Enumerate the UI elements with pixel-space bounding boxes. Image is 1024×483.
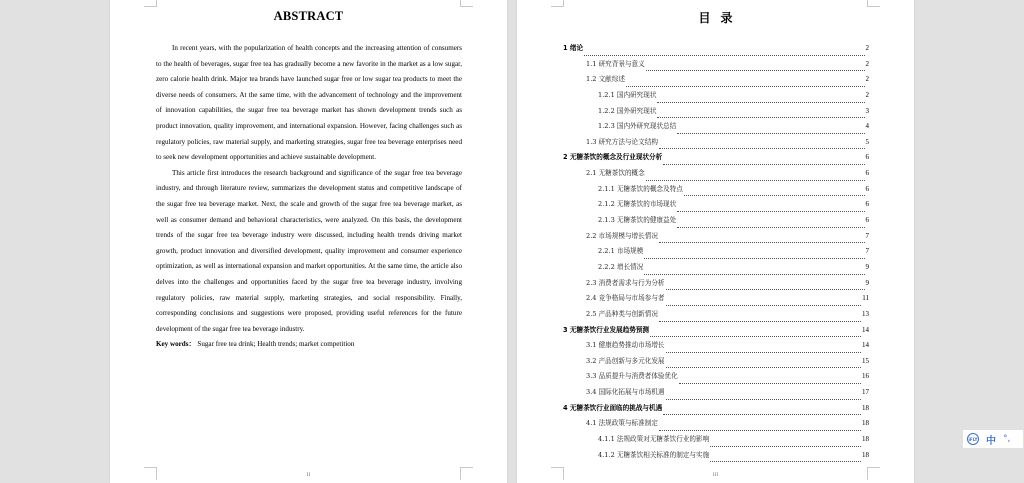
toc-leader-dots [677, 227, 864, 228]
toc-entry[interactable] [563, 433, 869, 449]
toc-entry-page: 2 [865, 44, 869, 52]
toc-entry[interactable] [563, 355, 869, 371]
toc-entry[interactable] [563, 339, 869, 355]
toc-leader-dots [657, 102, 864, 103]
toc-entry-page: 6 [865, 216, 869, 225]
toc-leader-dots [657, 117, 864, 118]
toc-entry[interactable] [563, 120, 869, 136]
toc-entry-label: 2.1.1 无糖茶饮的概念及特点 [598, 184, 683, 193]
toc-entry-page: 3 [865, 106, 869, 115]
toc-leader-dots [646, 180, 865, 181]
toc-entry-page: 14 [862, 325, 869, 334]
toc-leader-dots [644, 274, 864, 275]
toc-leader-dots [659, 242, 865, 243]
toc-entry-label: 2.1.3 无糖茶饮的健康益处 [598, 216, 677, 225]
toc-entry-label: 4.1.1 法规政策对无糖茶饮行业的影响 [598, 435, 710, 444]
corner-mark-top-left [144, 0, 157, 7]
toc-entry-label: 3.1 健康趋势推动市场增长 [586, 341, 665, 350]
ime-toolbar[interactable] [963, 430, 1023, 448]
toc-entry[interactable] [563, 402, 869, 418]
toc-entry[interactable] [563, 89, 869, 105]
toc-entry-label: 1.2 文献综述 [586, 75, 625, 84]
toc-leader-dots [710, 446, 861, 447]
toc-entry-page: 17 [862, 388, 869, 397]
toc-entry-label: 2.2 市场规模与增长情况 [586, 231, 658, 240]
corner-mark-top-right [460, 0, 473, 7]
toc-entry-label: 1.2.3 国内外研究现状总结 [598, 122, 677, 131]
keywords-line [156, 337, 462, 353]
keywords-value: Sugar free tea drink; Health trends; market competition [197, 340, 355, 349]
toc-entry[interactable] [563, 167, 869, 183]
toc-entry-label: 2.5 产品种类与创新情况 [586, 309, 658, 318]
toc-entry-page: 15 [862, 356, 869, 365]
toc-entry-label: 4 无糖茶饮行业面临的挑战与机遇 [563, 403, 663, 412]
toc-leader-dots [666, 305, 862, 306]
toc-entry-page: 13 [862, 309, 869, 318]
abstract-paragraph: This article first introduces the research background and significance of the sugar free tea beverage industry, and through literature review, summarizes the development status and competitive landscape of the sugar free tea beverage market. Next, the scale and growth of the sugar free tea beverage market, as well as consumer demand and behavioral characteristics, were analyzed. On this basis, the development trends of the sugar free tea beverage industry were discussed, including health trends driving market growth, product innovation and diversified development, quality improvement and consumer experience optimization, as well as international expansion and market opportunities. At the same time, the article also delves into the challenges and opportunities faced by the sugar free tea beverage industry, involving regulatory policies, raw material supply, marketing strategies, and social responsibility. Finally, corresponding conclusions and suggestions were proposed, providing useful references for the future development of the sugar free tea beverage industry. [156, 168, 462, 333]
toc-entry[interactable] [563, 105, 869, 121]
ime-language-toggle[interactable]: 中 [986, 435, 996, 447]
toc-entry-label: 1.2.2 国外研究现状 [598, 106, 657, 115]
toc-entry-page: 6 [865, 200, 869, 209]
toc-entry[interactable] [563, 42, 869, 58]
toc-entry-label: 2.2.1 市场规模 [598, 247, 644, 256]
toc-entry-page: 7 [865, 247, 869, 256]
toc-entry-page: 2 [865, 75, 869, 84]
page-number: III [712, 472, 719, 478]
abstract-page [110, 0, 507, 483]
toc-entry-label: 4.1.2 无糖茶饮相关标准的制定与实施 [598, 450, 710, 459]
toc-entry-page: 11 [862, 294, 869, 303]
toc-entry[interactable] [563, 230, 869, 246]
toc-entry-label: 2.1.2 无糖茶饮的市场现状 [598, 200, 677, 209]
toc-entry-page: 5 [865, 137, 869, 146]
toc-entry-page: 18 [862, 435, 869, 444]
toc-entry[interactable] [563, 73, 869, 89]
abstract-body [156, 41, 462, 353]
toc-entry-label: 2.3 消费者需求与行为分析 [586, 278, 665, 287]
toc-entry[interactable] [563, 324, 869, 340]
toc-leader-dots [710, 461, 861, 462]
toc-entry-label: 2 无糖茶饮的概念及行业现状分析 [563, 153, 663, 162]
toc-entry[interactable] [563, 151, 869, 167]
toc-entry-page: 4 [865, 122, 869, 131]
toc-leader-dots [677, 133, 864, 134]
toc-entry[interactable] [563, 58, 869, 74]
toc-leader-dots [646, 70, 865, 71]
toc-list [563, 42, 869, 464]
toc-entry-page: 6 [865, 169, 869, 178]
toc-leader-dots [584, 55, 864, 56]
toc-leader-dots [666, 352, 861, 353]
toc-entry[interactable] [563, 277, 869, 293]
toc-page [517, 0, 914, 483]
toc-entry[interactable] [563, 308, 869, 324]
toc-leader-dots [666, 399, 861, 400]
toc-entry[interactable] [563, 417, 869, 433]
toc-leader-dots [626, 86, 865, 87]
toc-entry-label: 2.2.2 增长情况 [598, 262, 644, 271]
corner-mark-top-right [867, 0, 880, 7]
toc-entry[interactable] [563, 183, 869, 199]
toc-entry-label: 3 无糖茶饮行业发展趋势预测 [563, 325, 650, 334]
ime-logo-icon[interactable]: iFLY [967, 433, 979, 445]
toc-entry-label: 2.4 竞争格局与市场参与者 [586, 294, 665, 303]
toc-entry-page: 2 [865, 90, 869, 99]
toc-entry-label: 3.3 品质提升与消费者体验优化 [586, 372, 678, 381]
toc-entry-page: 7 [865, 231, 869, 240]
toc-entry[interactable] [563, 136, 869, 152]
abstract-paragraph: In recent years, with the popularization of health concepts and the increasing attention of consumers to the health of beverages, sugar free tea has gradually become a new favorite in the market as a low sugar, zero calorie health drink. Major tea brands have launched sugar free or low sugar tea products to meet the diverse needs of consumers. At the same time, with the advancement of technology and the improvement of innovation capabilities, the sugar free tea beverage market has shown development trends such as product innovation, quality improvement, and international expansion. However, facing challenges such as regulatory policies, raw material supply, and marketing strategies, sugar free tea beverage enterprises need to seek new development opportunities and achieve sustainable development. [156, 44, 462, 162]
toc-entry[interactable] [563, 292, 869, 308]
toc-entry[interactable] [563, 245, 869, 261]
toc-leader-dots [684, 195, 865, 196]
corner-mark-top-left [551, 0, 564, 7]
toc-leader-dots [644, 258, 864, 259]
toc-entry-label: 4.1 法规政策与标准制定 [586, 419, 658, 428]
toc-entry-label: 3.4 国际化拓展与市场机遇 [586, 388, 665, 397]
toc-leader-dots [666, 289, 865, 290]
toc-leader-dots [659, 430, 861, 431]
toc-entry-page: 18 [862, 450, 869, 459]
toc-entry-page: 18 [862, 403, 869, 412]
ime-punctuation-icon[interactable]: °, [1003, 434, 1011, 444]
toc-entry-label: 1.1 研究背景与意义 [586, 59, 645, 68]
toc-entry-label: 1.3 研究方法与论文结构 [586, 137, 658, 146]
page-number: II [306, 472, 311, 478]
toc-entry-page: 9 [865, 278, 869, 287]
toc-entry[interactable] [563, 214, 869, 230]
toc-entry-label: 1.2.1 国内研究现状 [598, 90, 657, 99]
toc-entry-label: 2.1 无糖茶饮的概念 [586, 169, 645, 178]
toc-leader-dots [663, 414, 861, 415]
toc-entry-page: 9 [865, 262, 869, 271]
toc-entry[interactable] [563, 386, 869, 402]
toc-entry[interactable] [563, 449, 869, 465]
keywords-label: Key words： [156, 340, 196, 349]
toc-entry-page: 18 [862, 419, 869, 428]
toc-leader-dots [659, 321, 861, 322]
toc-entry-page: 6 [865, 184, 869, 193]
toc-entry-page: 16 [862, 372, 869, 381]
toc-entry[interactable] [563, 198, 869, 214]
toc-entry-page: 6 [865, 153, 869, 162]
toc-leader-dots [659, 148, 865, 149]
toc-entry-label: 3.2 产品创新与多元化发展 [586, 356, 665, 365]
toc-leader-dots [663, 164, 864, 165]
toc-leader-dots [666, 367, 861, 368]
toc-entry-label: 1 绪论 [563, 44, 584, 52]
toc-leader-dots [677, 211, 864, 212]
toc-leader-dots [650, 336, 861, 337]
abstract-title: ABSTRACT [273, 9, 344, 23]
toc-entry-page: 14 [862, 341, 869, 350]
toc-title: 目录 [698, 11, 743, 25]
toc-entry[interactable] [563, 370, 869, 386]
toc-entry-page: 2 [865, 59, 869, 68]
toc-entry[interactable] [563, 261, 869, 277]
toc-leader-dots [679, 383, 861, 384]
